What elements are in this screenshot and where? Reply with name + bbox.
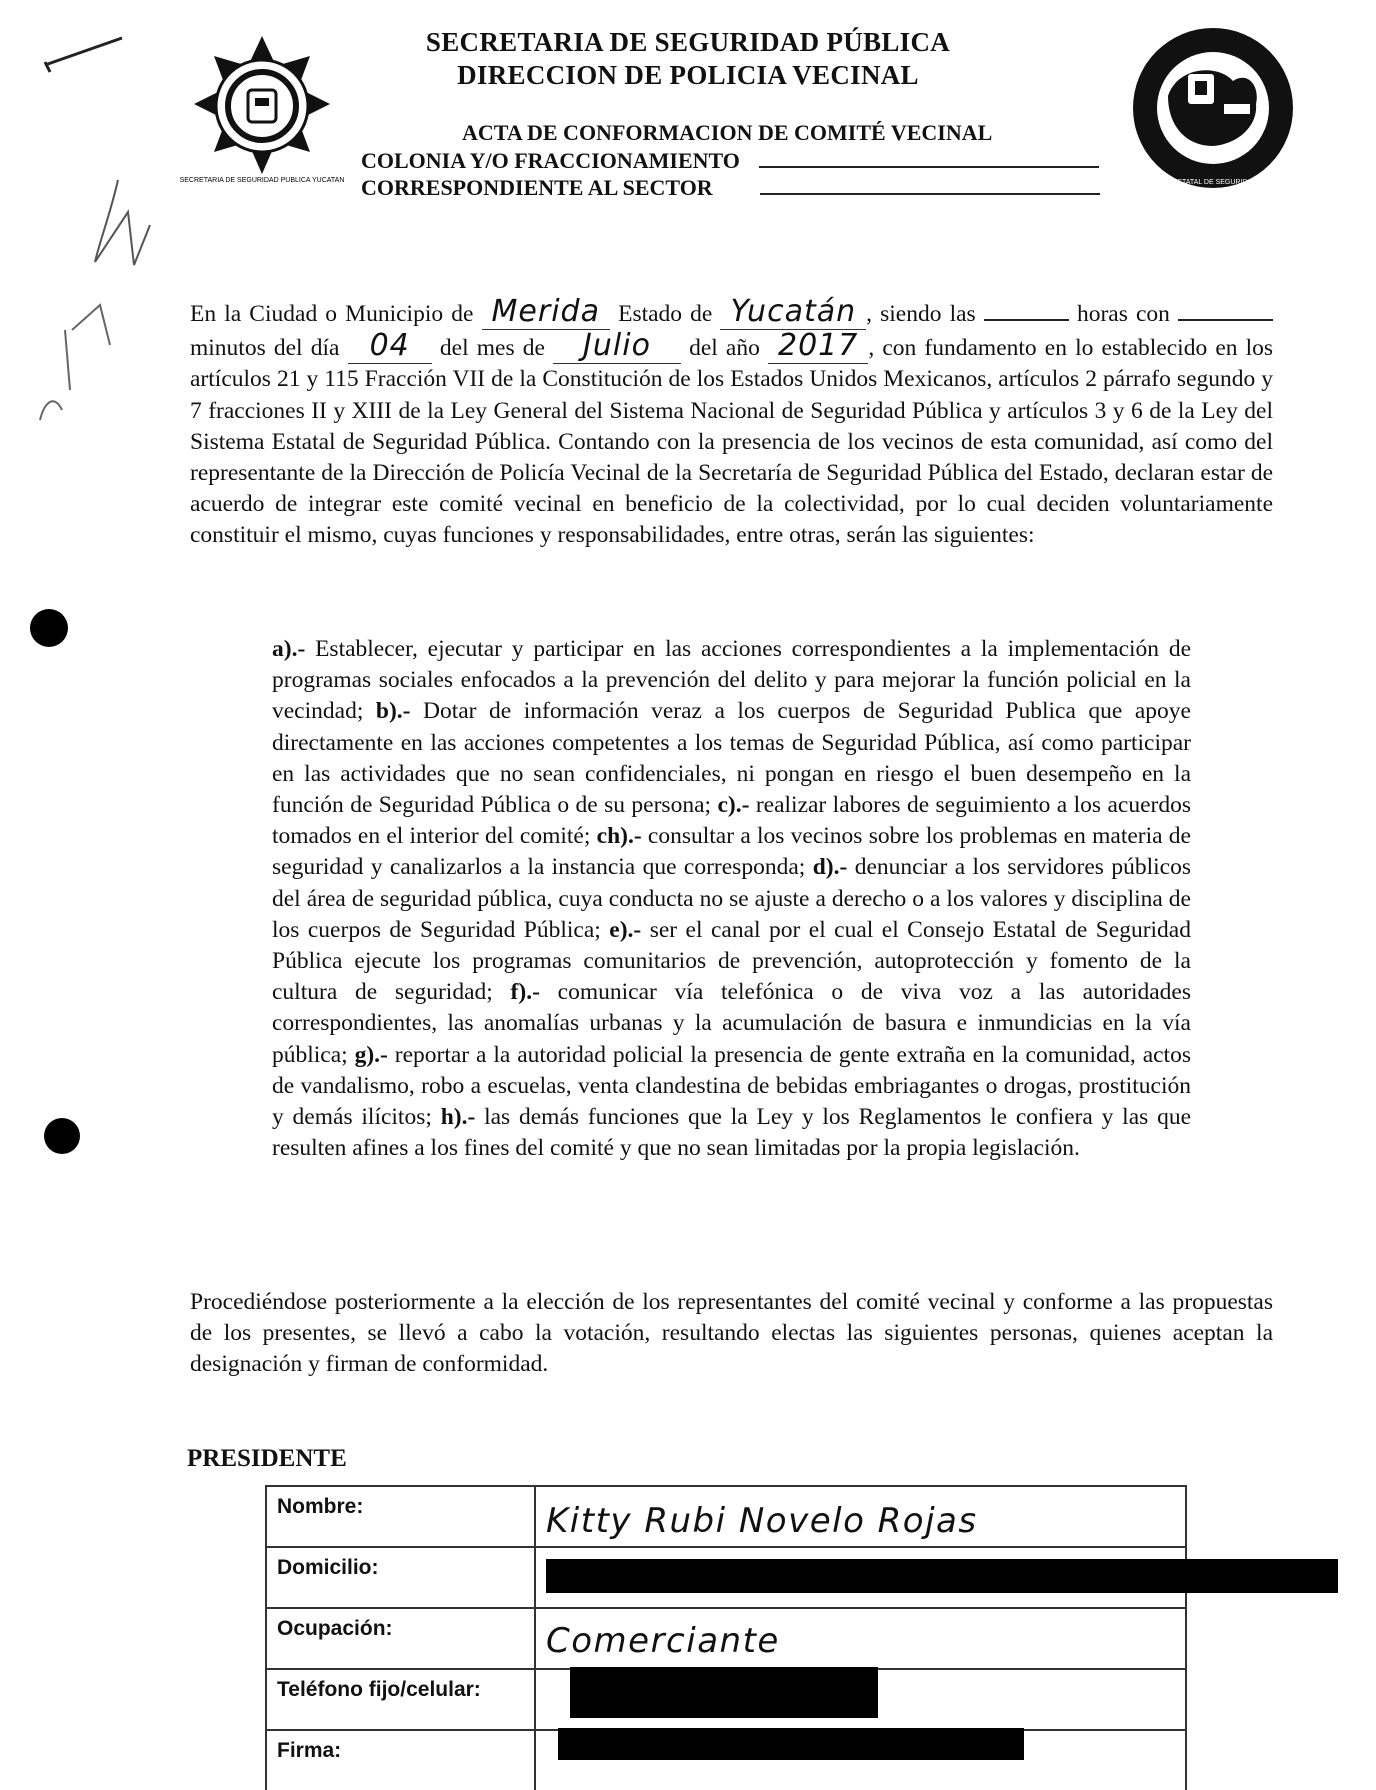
nombre-row <box>266 1486 1186 1547</box>
colonia-row <box>361 148 1099 174</box>
telefono-label: Teléfono fijo/celular: <box>266 1669 535 1730</box>
functions-paragraph: a).- Establecer, ejecutar y participar en las acciones correspondientes a la implementación de programas sociales enfocados a la prevención del delito y para mejorar la función policial en la vecindad; b).- Dotar de información veraz a los cuerpos de Seguridad Publica que apoye directamente en las acciones competentes a los temas de Seguridad Pública, así como participar en las actividades que no sean confidenciales, ni pongan en riesgo el buen desempeño en la función de Seguridad Pública o de su persona; c).- realizar labores de seguimiento a los acuerdos tomados en el interior del comité; ch).- consultar a los vecinos sobre los problemas en materia de seguridad y canalizarlos a la instancia que corresponda; d).- denunciar a los servidores públicos del área de seguridad pública, cuya conducta no se ajuste a derecho o a los valores y disciplina de los cuerpos de Seguridad Pública; e).- ser el canal por el cual el Consejo Estatal de Seguridad Pública ejecute los programas comunitarios de prevención, autoprotección y fomento de la cultura de seguridad; f).- comunicar vía telefónica o de viva voz a las autoridades correspondientes, las anomalías urbanas y la acumulación de basura e inmundicias en la vía pública; g).- reportar a la autoridad policial la presencia de gente extraña en la comunidad, actos de vandalismo, robo a escuelas, venta clandestina de bebidas embriagantes o drogas, prostitución y demás ilícitos; h).- las demás funciones que la Ley y los Reglamentos le confiera y las que resulten afines a los fines del comité y que no sean limitadas por la propia legislación. <box>272 636 1191 1162</box>
nombre-handwritten: Kitty Rubi Novelo Rojas <box>546 1501 978 1541</box>
ocupacion-row <box>266 1608 1186 1669</box>
intro-paragraph: En la Ciudad o Municipio de Merida Estado de Yucatán , siendo las horas con minutos del día 04 del mes de Julio del año 2017 , con fundamento en lo establecido en los artículos 21 y 115 Fracción VII de la Constitución de los Estados Unidos Mexicanos, artículos 2 párrafo segundo y 7 fracciones II y XIII de la Ley General del Sistema Nacional de Seguridad Pública y artículos 3 y 6 de la Ley del Sistema Estatal de Seguridad Pública. Contando con la presencia de los vecinos de esta comunidad, así como del representante de la Dirección de Policía Vecinal de la Secretaría de Seguridad Pública del Estado, declaran estar de acuerdo de integrar este comité vecinal en beneficio de la colectividad, por lo cual deciden voluntariamente constituir el mismo, cuyas funciones y responsabilidades, entre otras, serán las siguientes: <box>190 294 1274 549</box>
ocupacion-value-cell <box>535 1608 1186 1669</box>
colonia-label: COLONIA Y/O FRACCIONAMIENTO <box>361 148 740 173</box>
anio-handwritten: 2017 <box>768 328 868 364</box>
closing-paragraph: Procediéndose posteriormente a la elección de los representantes del comité vecinal y conforme a las propuestas de los presentes, se llevó a cabo la votación, resultando electas las siguientes personas, quienes aceptan la designación y firman de conformidad. <box>190 1289 1273 1378</box>
document-title: ACTA DE CONFORMACION DE COMITÉ VECINAL <box>462 120 993 145</box>
domicilio-label: Domicilio: <box>266 1547 535 1608</box>
presidente-title: PRESIDENTE <box>187 1445 347 1472</box>
telefono-redaction <box>570 1667 878 1718</box>
firma-label: Firma: <box>266 1730 535 1790</box>
nombre-value-cell <box>535 1486 1186 1547</box>
right-seal-text: CONSEJO ESTATAL DE SEGURIDAD PUBLICA <box>1136 179 1290 186</box>
punch-hole-mark <box>44 1118 80 1154</box>
estado-handwritten: Yucatán <box>720 294 866 330</box>
firma-redaction <box>558 1728 1024 1760</box>
punch-hole-mark <box>30 609 68 647</box>
domicilio-redaction <box>546 1559 1338 1593</box>
agency-title: SECRETARIA DE SEGURIDAD PÚBLICA <box>425 27 951 57</box>
ocupacion-label: Ocupación: <box>266 1608 535 1669</box>
colonia-blank <box>759 166 1099 168</box>
dia-handwritten: 04 <box>348 328 432 364</box>
mes-handwritten: Julio <box>553 328 681 364</box>
sector-blank <box>760 193 1100 195</box>
sector-row <box>361 175 1100 201</box>
left-seal-text: SECRETARIA DE SEGURIDAD PUBLICA YUCATAN <box>179 177 345 184</box>
ocupacion-handwritten: Comerciante <box>546 1621 780 1661</box>
nombre-label: Nombre: <box>266 1486 535 1547</box>
ciudad-handwritten: Merida <box>482 294 610 330</box>
sector-label: CORRESPONDIENTE AL SECTOR <box>361 175 713 200</box>
department-title: DIRECCION DE POLICIA VECINAL <box>457 60 919 90</box>
